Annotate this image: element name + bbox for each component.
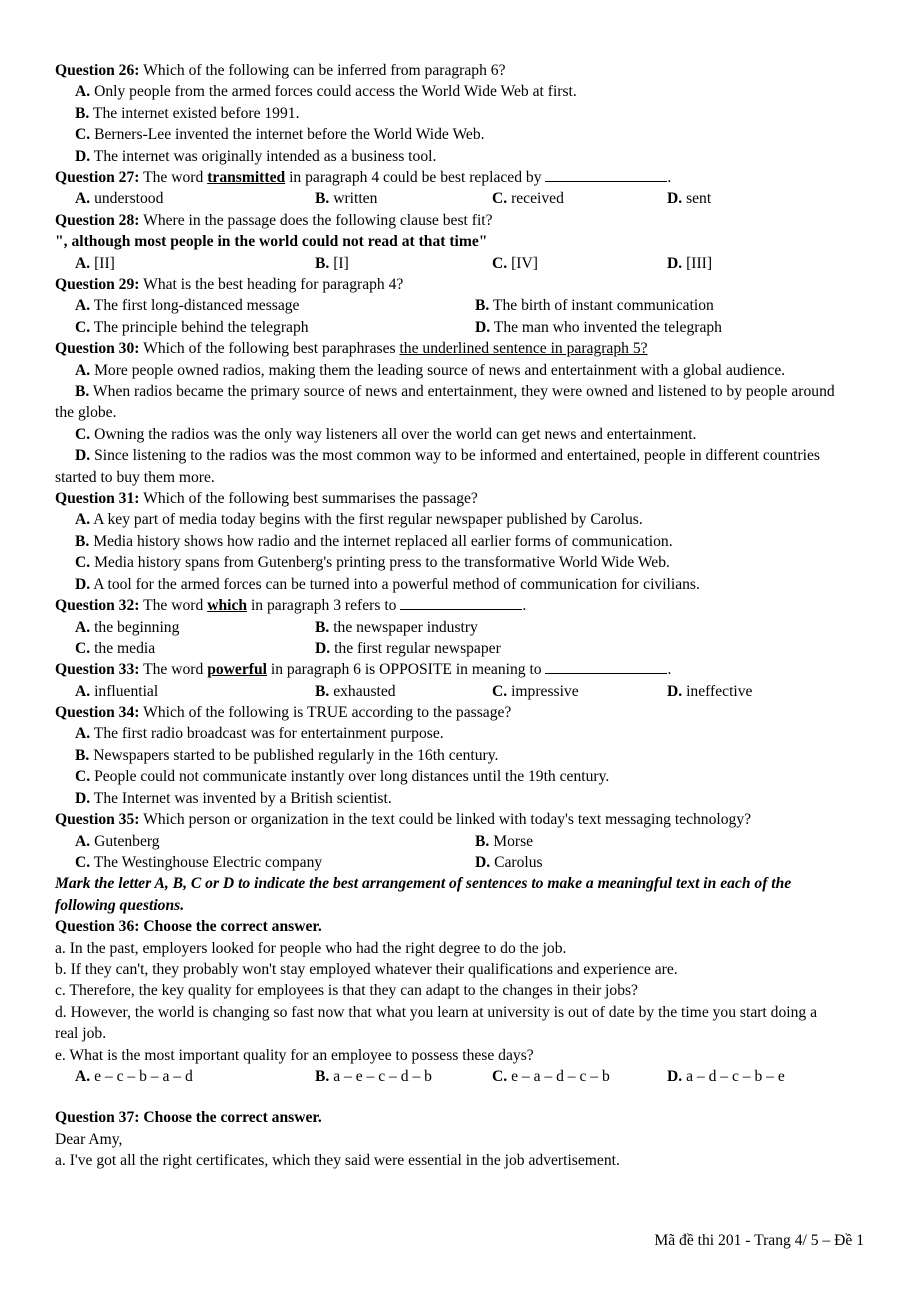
question-27: Question 27: The word transmitted in paragraph 4 could be best replaced by . (55, 169, 672, 187)
question-32: Question 32: The word which in paragraph 3 refers to . (55, 597, 527, 615)
option-d: D. The internet was originally intended as a business tool. (75, 147, 437, 165)
option-c: C. The Westinghouse Electric company (75, 853, 323, 871)
option-a: A. the beginning (75, 618, 180, 636)
option-b: B. Morse (475, 832, 534, 850)
option-b: B. the newspaper industry (315, 618, 478, 636)
option-a: A. Gutenberg (75, 832, 160, 850)
question-30: Question 30: Which of the following best paraphrases the underlined sentence in paragraph 5? (55, 340, 648, 358)
option-b: B. [I] (315, 254, 349, 272)
answer-blank (545, 169, 667, 182)
keyword: powerful (207, 661, 267, 679)
sentence-b: b. If they can't, they probably won't stay employed whatever their qualifications and experience are. (55, 960, 678, 978)
question-26 (55, 60, 855, 81)
option-c: C. Berners-Lee invented the internet before the World Wide Web. (75, 126, 485, 144)
option-b: B. When radios became the primary source of news and entertainment, they were owned and listened to by people around the globe. (55, 383, 835, 422)
question-text: Which of the following can be inferred from paragraph 6? (139, 62, 506, 79)
option-c: C. [IV] (492, 254, 538, 272)
option-b: B. The internet existed before 1991. (75, 104, 300, 122)
options-row (55, 295, 855, 316)
options-row (55, 317, 855, 338)
option-b: B. Media history shows how radio and the internet replaced all earlier forms of communication. (75, 532, 673, 550)
question-36-title: Question 36: Choose the correct answer. (55, 918, 322, 936)
option-d: D. the first regular newspaper (315, 639, 501, 657)
options-row (55, 253, 855, 274)
option-c: C. Owning the radios was the only way listeners all over the world can get news and entertainment. (75, 425, 697, 443)
option-d: D. ineffective (667, 682, 753, 700)
sentence-c: c. Therefore, the key quality for employees is that they can adapt to the changes in their jobs? (55, 982, 638, 1000)
options-row (55, 852, 855, 873)
question-sheet (55, 60, 855, 1172)
options-row (55, 1066, 855, 1087)
option-d: D. a – d – c – b – e (667, 1067, 785, 1085)
question-29: Question 29: What is the best heading for paragraph 4? (55, 276, 404, 294)
keyword: transmitted (207, 169, 286, 187)
option-a: A. The first radio broadcast was for entertainment purpose. (75, 725, 444, 743)
question-28: Question 28: Where in the passage does the following clause best fit? (55, 211, 493, 229)
sentence-d: d. However, the world is changing so fast now that what you learn at university is out of date by the time you start doing a real job. (55, 1003, 818, 1043)
question-number: Question 26: (55, 62, 140, 79)
letter-greeting: Dear Amy, (55, 1130, 123, 1148)
option-b: B. The birth of instant communication (475, 297, 714, 315)
option-d: D. A tool for the armed forces can be turned into a powerful method of communication for civilians. (75, 575, 700, 593)
question-35: Question 35: Which person or organization in the text could be linked with today's text messaging technology? (55, 811, 752, 829)
options-row (55, 681, 855, 702)
options-row (55, 638, 855, 659)
options-row (55, 831, 855, 852)
section-instruction: Mark the letter A, B, C or D to indicate the best arrangement of sentences to make a meaningful text in each of the following questions. (55, 875, 792, 914)
option-b: B. written (315, 190, 378, 208)
question-31: Question 31: Which of the following best summarises the passage? (55, 490, 478, 508)
sentence-e: e. What is the most important quality for an employee to possess these days? (55, 1046, 534, 1064)
page-footer: Mã đề thi 201 - Trang 4/ 5 – Đề 1 (654, 1232, 864, 1249)
option-c: C. impressive (492, 682, 579, 700)
option-a: A. More people owned radios, making them the leading source of news and entertainment with a global audience. (75, 361, 786, 379)
option-b: B. exhausted (315, 682, 396, 700)
option-c: C. the media (75, 639, 156, 657)
option-a: A. understood (75, 190, 164, 208)
option-c: C. People could not communicate instantly over long distances until the 19th century. (75, 768, 610, 786)
option-c: C. e – a – d – c – b (492, 1067, 610, 1085)
answer-blank (400, 597, 522, 610)
option-a: A. e – c – b – a – d (75, 1067, 193, 1085)
option-d: D. sent (667, 190, 712, 208)
option-d: D. Carolus (475, 853, 543, 871)
option-a: A. Only people from the armed forces could access the World Wide Web at first. (75, 83, 577, 101)
sentence-a: a. In the past, employers looked for people who had the right degree to do the job. (55, 939, 567, 957)
question-34: Question 34: Which of the following is TRUE according to the passage? (55, 704, 512, 722)
option-a: A. The first long-distanced message (75, 297, 300, 315)
keyword: which (207, 597, 248, 615)
sentence-a: a. I've got all the right certificates, which they said were essential in the job advertisement. (55, 1152, 620, 1170)
option-d: D. [III] (667, 254, 713, 272)
underlined-reference: the underlined sentence in paragraph 5? (399, 340, 648, 358)
clause: ", although most people in the world could not read at that time" (55, 233, 488, 251)
options-row (55, 188, 855, 209)
question-33: Question 33: The word powerful in paragraph 6 is OPPOSITE in meaning to . (55, 661, 672, 679)
option-c: C. received (492, 190, 564, 208)
option-a: A. A key part of media today begins with the first regular newspaper published by Carolus. (75, 511, 643, 529)
option-a: A. [II] (75, 254, 115, 272)
question-37-title: Question 37: Choose the correct answer. (55, 1109, 322, 1127)
option-c: C. Media history spans from Gutenberg's printing press to the transformative World Wide Web. (75, 554, 670, 572)
option-d: D. The Internet was invented by a British scientist. (75, 789, 392, 807)
option-b: B. Newspapers started to be published regularly in the 16th century. (75, 746, 499, 764)
options-row (55, 617, 855, 638)
option-d: D. Since listening to the radios was the most common way to be informed and entertained, people in different countries started to buy them more. (55, 447, 821, 486)
answer-blank (545, 661, 667, 674)
option-b: B. a – e – c – d – b (315, 1067, 432, 1085)
option-a: A. influential (75, 682, 159, 700)
option-c: C. The principle behind the telegraph (75, 318, 309, 336)
option-d: D. The man who invented the telegraph (475, 318, 722, 336)
